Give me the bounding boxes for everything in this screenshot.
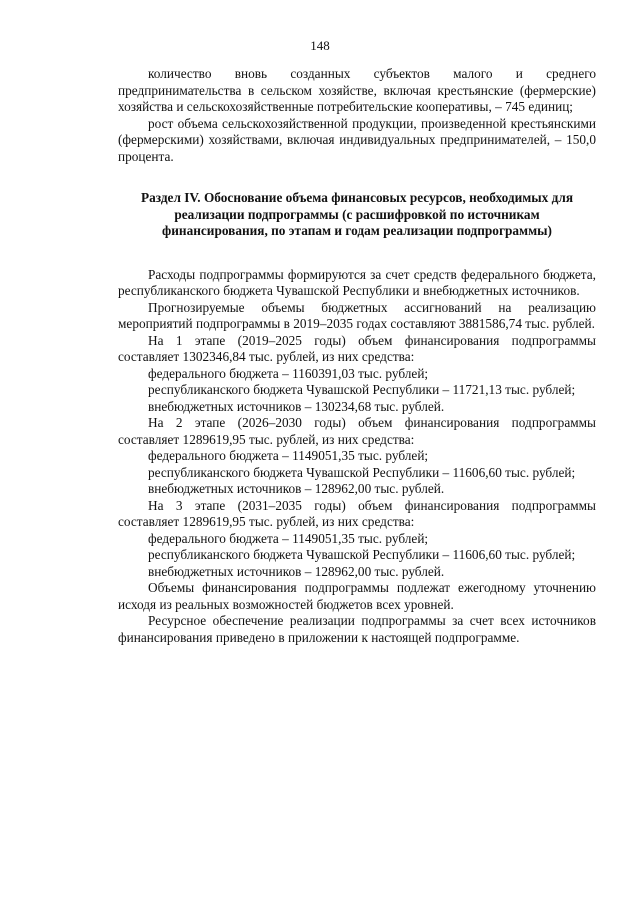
body-paragraph: Прогнозируемые объемы бюджетных ассигнований на реализацию мероприятий подпрограммы в 2019–2035 годах составляют 3881586,74 тыс. рублей.: [118, 299, 596, 331]
intro-paragraph-1: количество вновь созданных субъектов малого и среднего предпринимательства в сельском хозяйстве, включая крестьянские (фермерские) хозяйства и сельскохозяйственные потребительские кооперативы, – 745 единиц;: [118, 66, 596, 114]
stage-3-extrabudgetary: внебюджетных источников – 128962,00 тыс. рублей.: [148, 563, 445, 579]
stage-3-republican: республиканского бюджета Чувашской Республики – 11606,60 тыс. рублей;: [148, 547, 576, 562]
body-paragraph: Объемы финансирования подпрограммы подлежат ежегодному уточнению исходя из реальных возможностей бюджетов всех уровней.: [118, 580, 596, 612]
stage-2-paragraph: На 2 этапе (2026–2030 годы) объем финансирования подпрограммы составляет 1289619,95 тыс. рублей, из них средства:: [118, 415, 596, 447]
document-body: [118, 66, 596, 646]
section-heading: Раздел IV. Обоснование объема финансовых ресурсов, необходимых для реализации подпрограммы (с расшифровкой по источникам финансирования, по этапам и годам реализации подпрограммы): [140, 190, 574, 238]
stage-1-federal: федерального бюджета – 1160391,03 тыс. рублей;: [148, 365, 429, 381]
stage-2-extrabudgetary: внебюджетных источников – 128962,00 тыс. рублей.: [148, 481, 445, 496]
stage-1-republican: республиканского бюджета Чувашской Республики – 11721,13 тыс. рублей;: [148, 382, 576, 397]
body-paragraph: Расходы подпрограммы формируются за счет средств федерального бюджета, республиканского бюджета Чувашской Республики и внебюджетных источников.: [118, 266, 596, 298]
stage-2-federal: федерального бюджета – 1149051,35 тыс. рублей;: [148, 448, 429, 463]
stage-3-federal: федерального бюджета – 1149051,35 тыс. рублей;: [148, 530, 429, 546]
stage-3-paragraph: На 3 этапе (2031–2035 годы) объем финансирования подпрограммы составляет 1289619,95 тыс. рублей, из них средства:: [118, 497, 596, 529]
stage-2-republican: республиканского бюджета Чувашской Республики – 11606,60 тыс. рублей;: [148, 464, 576, 480]
stage-1-extrabudgetary: внебюджетных источников – 130234,68 тыс. рублей.: [148, 398, 445, 414]
body-paragraph: Ресурсное обеспечение реализации подпрограммы за счет всех источников финансирования приведено в приложении к настоящей подпрограмме.: [118, 613, 596, 645]
intro-paragraph-2: рост объема сельскохозяйственной продукции, произведенной крестьянскими (фермерскими) хозяйствами, включая индивидуальных предпринимателей, – 150,0 процента.: [118, 115, 596, 164]
stage-1-paragraph: На 1 этапе (2019–2025 годы) объем финансирования подпрограммы составляет 1302346,84 тыс. рублей, из них средства:: [118, 332, 596, 364]
page-number: 148: [310, 38, 330, 53]
